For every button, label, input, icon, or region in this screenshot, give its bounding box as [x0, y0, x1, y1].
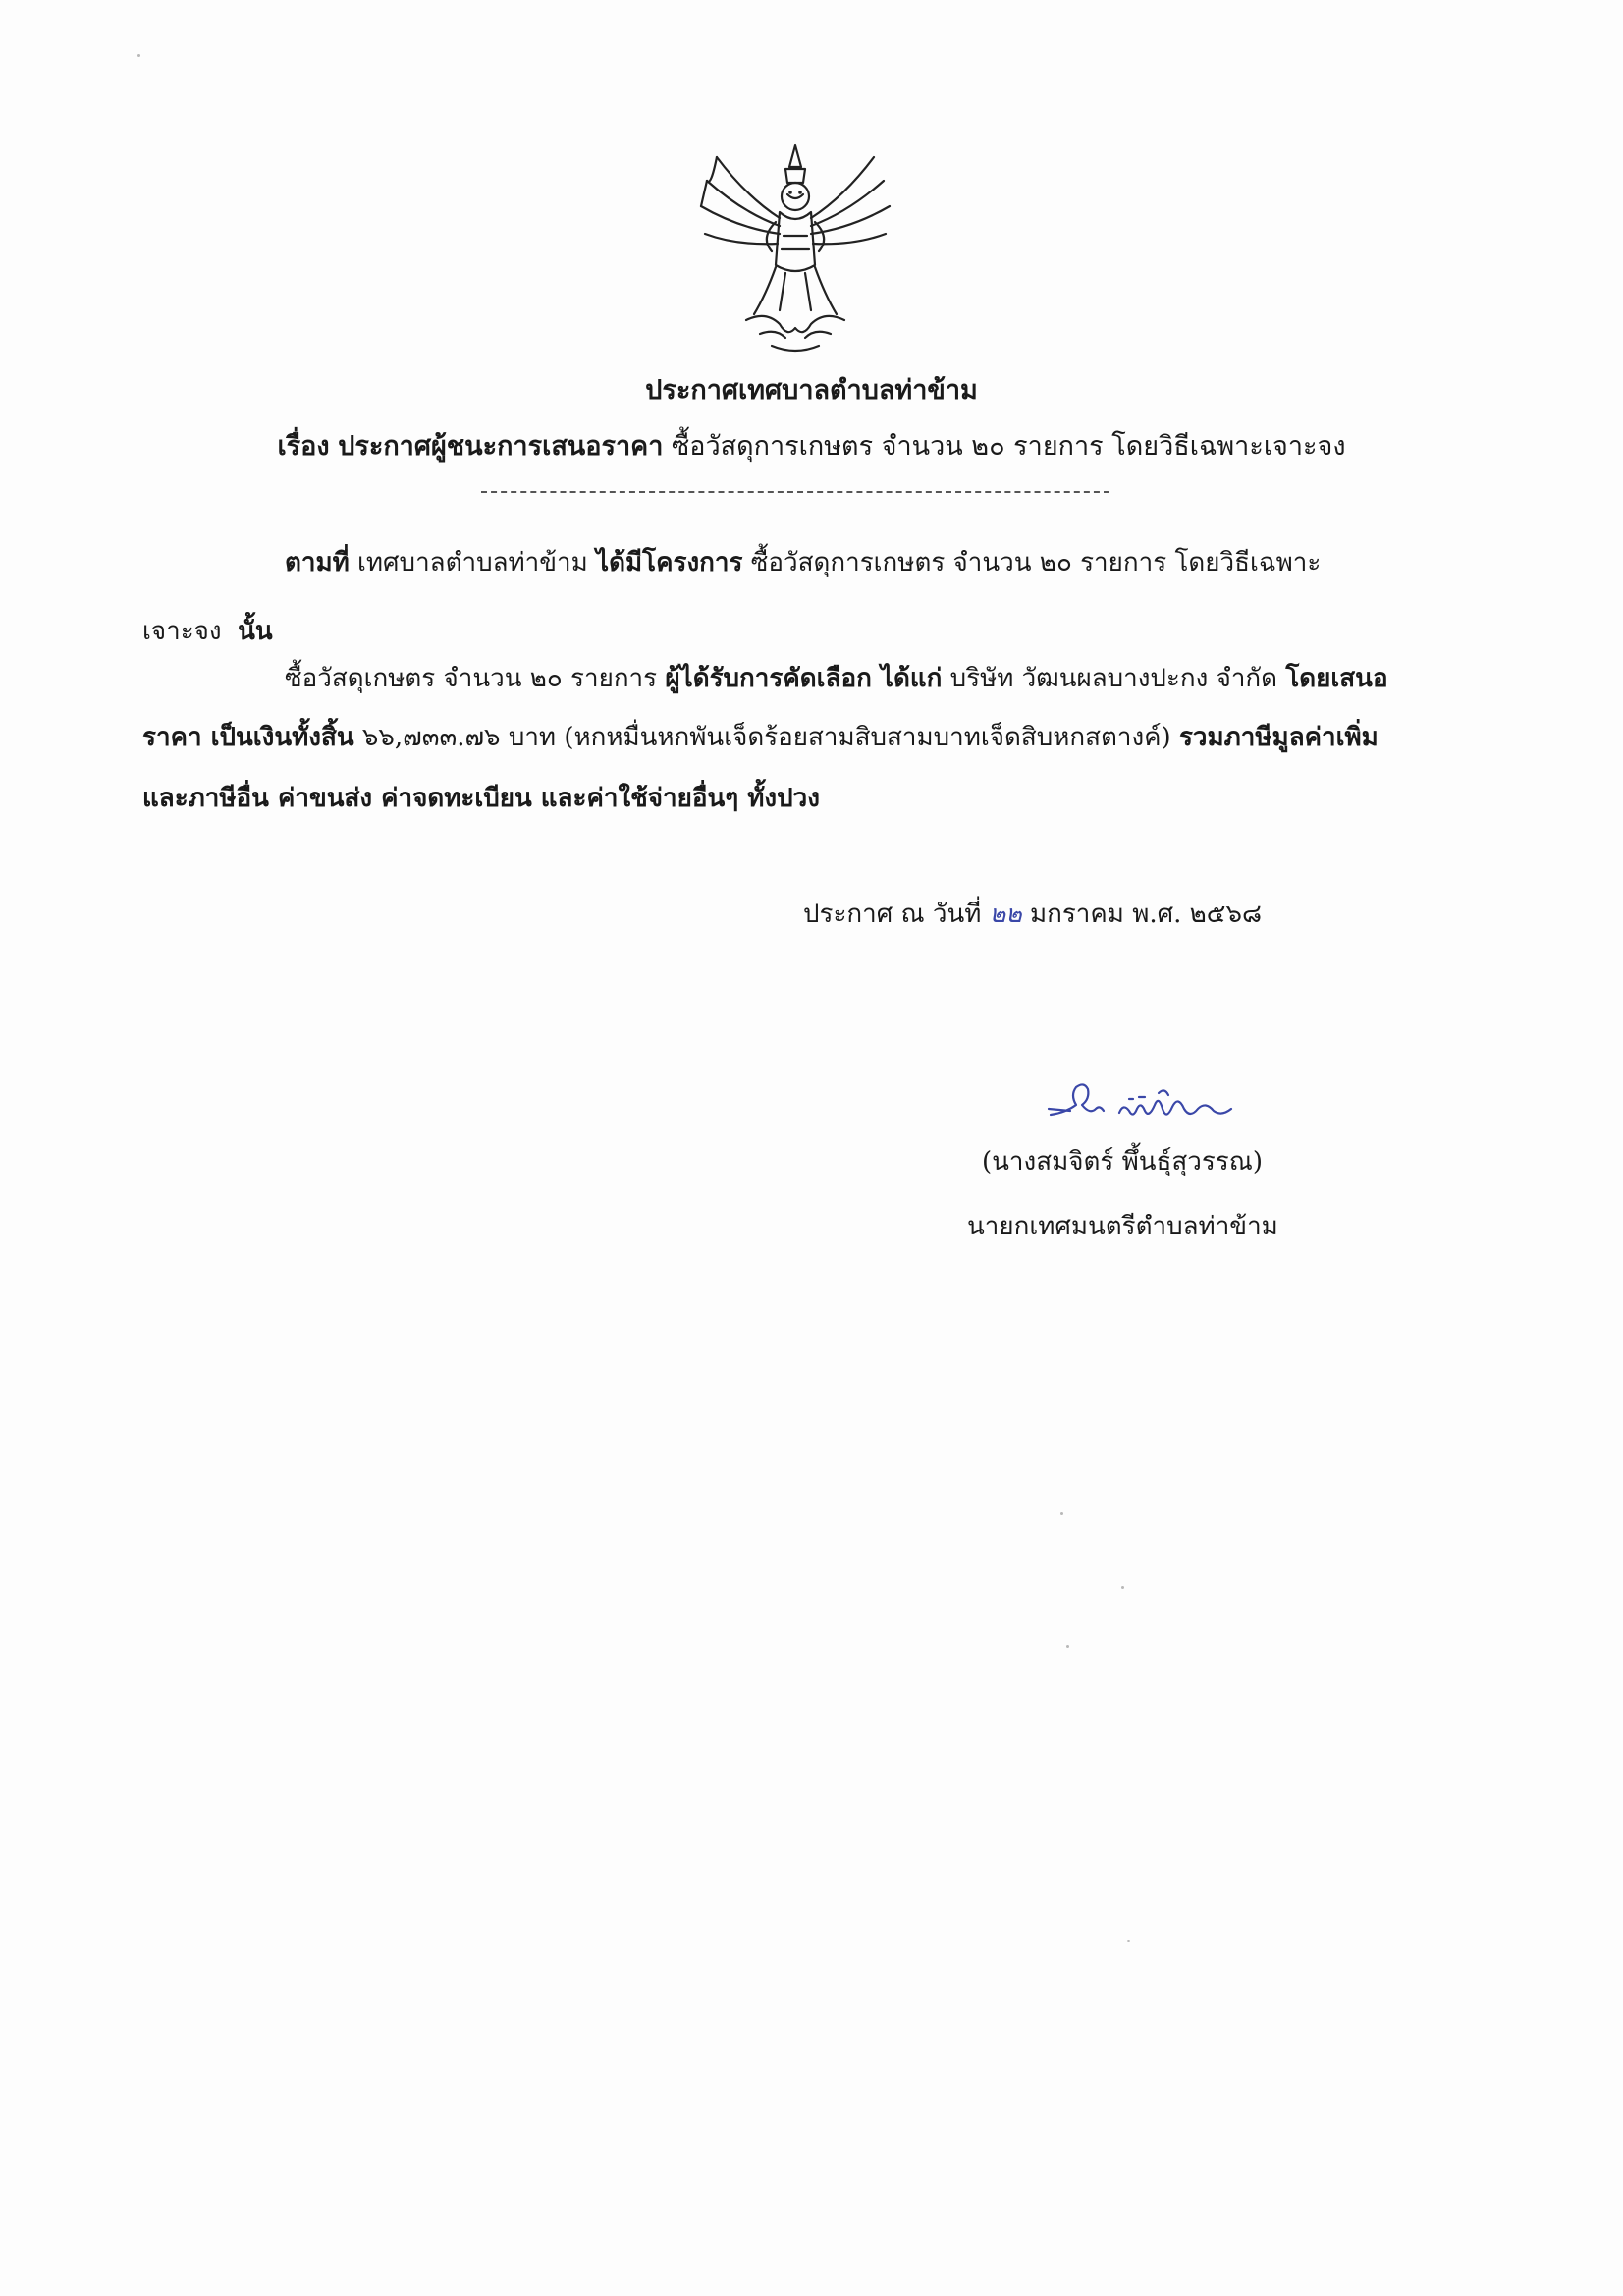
text-bold: ตามที่: [285, 548, 350, 577]
text: เจาะจง: [142, 617, 222, 646]
announcement-date: [803, 902, 1262, 927]
text-bold: และภาษีอื่น ค่าขนส่ง ค่าจดทะเบียน และค่าใช้จ่ายอื่นๆ ทั้งปวง: [142, 784, 820, 813]
date-prefix: ประกาศ ณ วันที่: [803, 900, 982, 929]
scan-speck: [1121, 1586, 1124, 1589]
scan-speck: [1066, 1645, 1069, 1648]
announcement-title: ประกาศเทศบาลตำบลท่าข้าม: [645, 375, 978, 406]
subject-label: เรื่อง: [277, 431, 330, 462]
text: ซื้อวัสดุเกษตร จำนวน ๒๐ รายการ: [285, 664, 658, 693]
text: บริษัท วัฒนผลบางปะกง จำกัด: [949, 664, 1278, 693]
scan-speck: [137, 54, 140, 57]
text-bold: ได้มีโครงการ: [596, 548, 743, 577]
date-month-year: มกราคม พ.ศ. ๒๕๖๘: [1029, 900, 1263, 929]
handwritten-signature: [1031, 1066, 1257, 1139]
paragraph-2-line-3: [142, 786, 820, 811]
scan-speck: [1127, 1940, 1130, 1942]
paragraph-1-line-2: [142, 619, 273, 644]
signer-name: (นางสมจิตร์ พึ้นธุ์สุวรรณ): [982, 1147, 1264, 1176]
text-bold: รวมภาษีมูลค่าเพิ่ม: [1178, 723, 1379, 752]
date-day-handwritten: ๒๒: [989, 900, 1022, 928]
garuda-emblem-icon: [677, 128, 913, 363]
text-bold: ราคา เป็นเงินทั้งสิ้น: [142, 723, 354, 752]
announcement-subject: [0, 424, 1623, 466]
text: เทศบาลตำบลท่าข้าม: [357, 548, 588, 577]
scan-speck: [1060, 1512, 1063, 1515]
paragraph-1-line-1: [285, 550, 1321, 575]
text: ๖๖,๗๓๓.๗๖ บาท (หกหมื่นหกพันเจ็ดร้อยสามสิบสามบาทเจ็ดสิบหกสตางค์): [361, 723, 1171, 752]
text-bold: นั้น: [238, 617, 273, 646]
text: ซื้อวัสดุการเกษตร จำนวน ๒๐ รายการ โดยวิธีเฉพาะ: [750, 548, 1322, 577]
paragraph-2-line-2: [142, 725, 1379, 750]
separator-line: [481, 491, 1109, 493]
signer-title: นายกเทศมนตรีตำบลท่าข้าม: [967, 1212, 1278, 1241]
subject-text: ซื้อวัสดุการเกษตร จำนวน ๒๐ รายการ โดยวิธีเฉพาะเจาะจง: [671, 431, 1346, 462]
subject-heading: ประกาศผู้ชนะการเสนอราคา: [338, 431, 664, 462]
text-bold: ผู้ได้รับการคัดเลือก ได้แก่: [665, 664, 943, 693]
text-bold: โดยเสนอ: [1285, 664, 1388, 693]
paragraph-2-line-1: [285, 666, 1388, 691]
